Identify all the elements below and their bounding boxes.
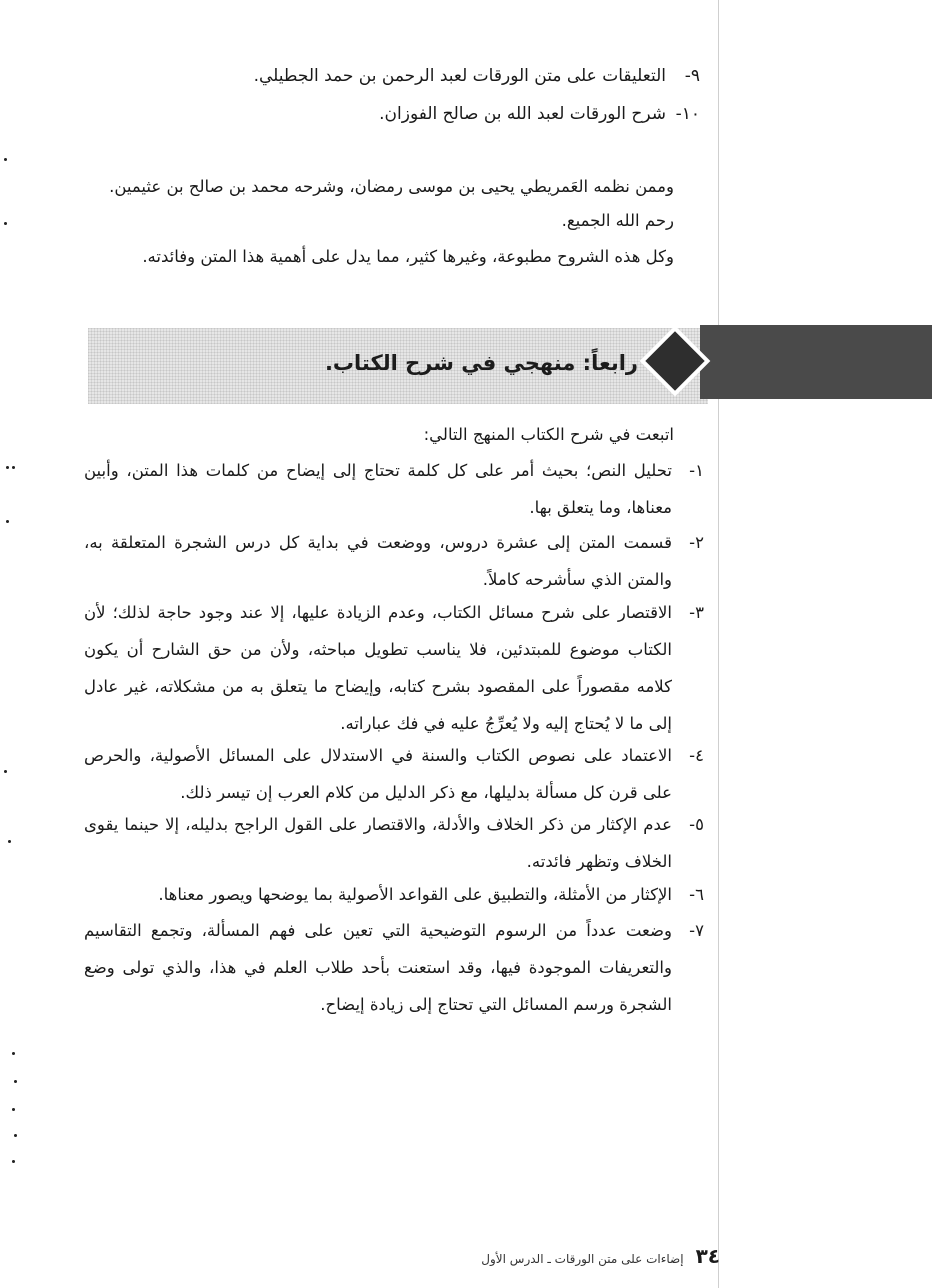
item-text: تحليل النص؛ بحيث أمر على كل كلمة تحتاج إلى إيضاح من كلمات هذا المتن، وأبين معناها، وما يتعلق بها. (84, 461, 672, 517)
item-text: الاعتماد على نصوص الكتاب والسنة في الاستدلال على المسائل الأصولية، والحرص على قرن كل مسألة بدليلها، مع ذكر الدليل من كلام العرب إن تيسر ذلك. (84, 746, 672, 802)
method-intro: اتبعت في شرح الكتاب المنهج التالي: (423, 425, 674, 444)
item-number: ٧- (689, 921, 704, 940)
reference-text: شرح الورقات لعبد الله بن صالح الفوزان. (379, 104, 666, 124)
reference-number: ١٠- (675, 104, 700, 124)
item-text: الإكثار من الأمثلة، والتطبيق على القواعد الأصولية بما يوضحها ويصور معناها. (158, 885, 672, 904)
method-item-1 (84, 452, 704, 526)
method-item-3 (84, 594, 704, 742)
section-title: رابعاً: منهجي في شرح الكتاب. (324, 351, 638, 375)
scan-speck (14, 1134, 17, 1137)
running-title: إضاءات على متن الورقات ـ الدرس الأول (481, 1252, 684, 1266)
paragraph-line: رحم الله الجميع. (561, 211, 674, 230)
scan-speck (12, 466, 15, 469)
method-item-4 (84, 737, 704, 811)
item-number: ٥- (689, 815, 704, 834)
item-text: وضعت عدداً من الرسوم التوضيحية التي تعين على فهم المسألة، وتجمع التقاسيم والتعريفات الموجودة فيها، وقد استعنت بأحد طلاب العلم في هذا، والذي تولى وضع الشجرة ورسم المسائل التي تحتاج إلى زيادة إيضاح. (84, 921, 672, 1014)
item-number: ٦- (689, 885, 704, 904)
scan-speck (12, 1052, 15, 1055)
paragraph-line: وكل هذه الشروح مطبوعة، وغيرها كثير، مما يدل على أهمية هذا المتن وفائدته. (142, 247, 674, 266)
paragraph-line: وممن نظمه العَمريطي يحيى بن موسى رمضان، وشرحه محمد بن صالح بن عثيمين. (109, 177, 674, 196)
item-number: ٢- (689, 533, 704, 552)
method-item-7 (84, 912, 704, 1023)
item-text: الاقتصار على شرح مسائل الكتاب، وعدم الزيادة عليها، إلا عند وجود حاجة لذلك؛ لأن الكتاب موضوع للمبتدئين، فلا يناسب تطويل مباحثه، ولأن من حق الشارح أن يكون كلامه مقصوراً على المقصود بشرح كتابه، وإيضاح ما يتعلق به من مشكلاته، غير عادل إلى ما لا يُحتاج إليه ولا يُعرِّجُ عليه في فك عباراته. (84, 603, 672, 733)
scan-speck (8, 840, 11, 843)
method-item-6 (84, 876, 704, 913)
item-text: عدم الإكثار من ذكر الخلاف والأدلة، والاقتصار على القول الراجح بدليله، إلا حينما يقوى الخلاف وتظهر فائدته. (84, 815, 672, 871)
reference-text: التعليقات على متن الورقات لعبد الرحمن بن حمد الجطيلي. (253, 66, 666, 86)
scan-speck (4, 770, 7, 773)
scan-speck (12, 1108, 15, 1111)
reference-item-9 (240, 64, 700, 88)
reference-item-10 (240, 102, 700, 126)
item-number: ٣- (689, 603, 704, 622)
page-edge-rule (718, 0, 719, 1288)
scan-speck (4, 158, 7, 161)
item-number: ١- (689, 461, 704, 480)
page-number: ٣٤ (695, 1244, 720, 1268)
scan-speck (14, 1080, 17, 1083)
scan-speck (12, 1160, 15, 1163)
scan-speck (4, 222, 7, 225)
section-banner-block (700, 325, 932, 399)
scan-speck (6, 520, 9, 523)
method-item-2 (84, 524, 704, 598)
method-item-5 (84, 806, 704, 880)
page-footer (400, 1244, 720, 1274)
scan-speck (6, 466, 9, 469)
item-number: ٤- (689, 746, 704, 765)
reference-number: ٩- (684, 66, 700, 86)
item-text: قسمت المتن إلى عشرة دروس، ووضعت في بداية كل درس الشجرة المتعلقة به، والمتن الذي سأشرحه كاملاً. (84, 533, 672, 589)
